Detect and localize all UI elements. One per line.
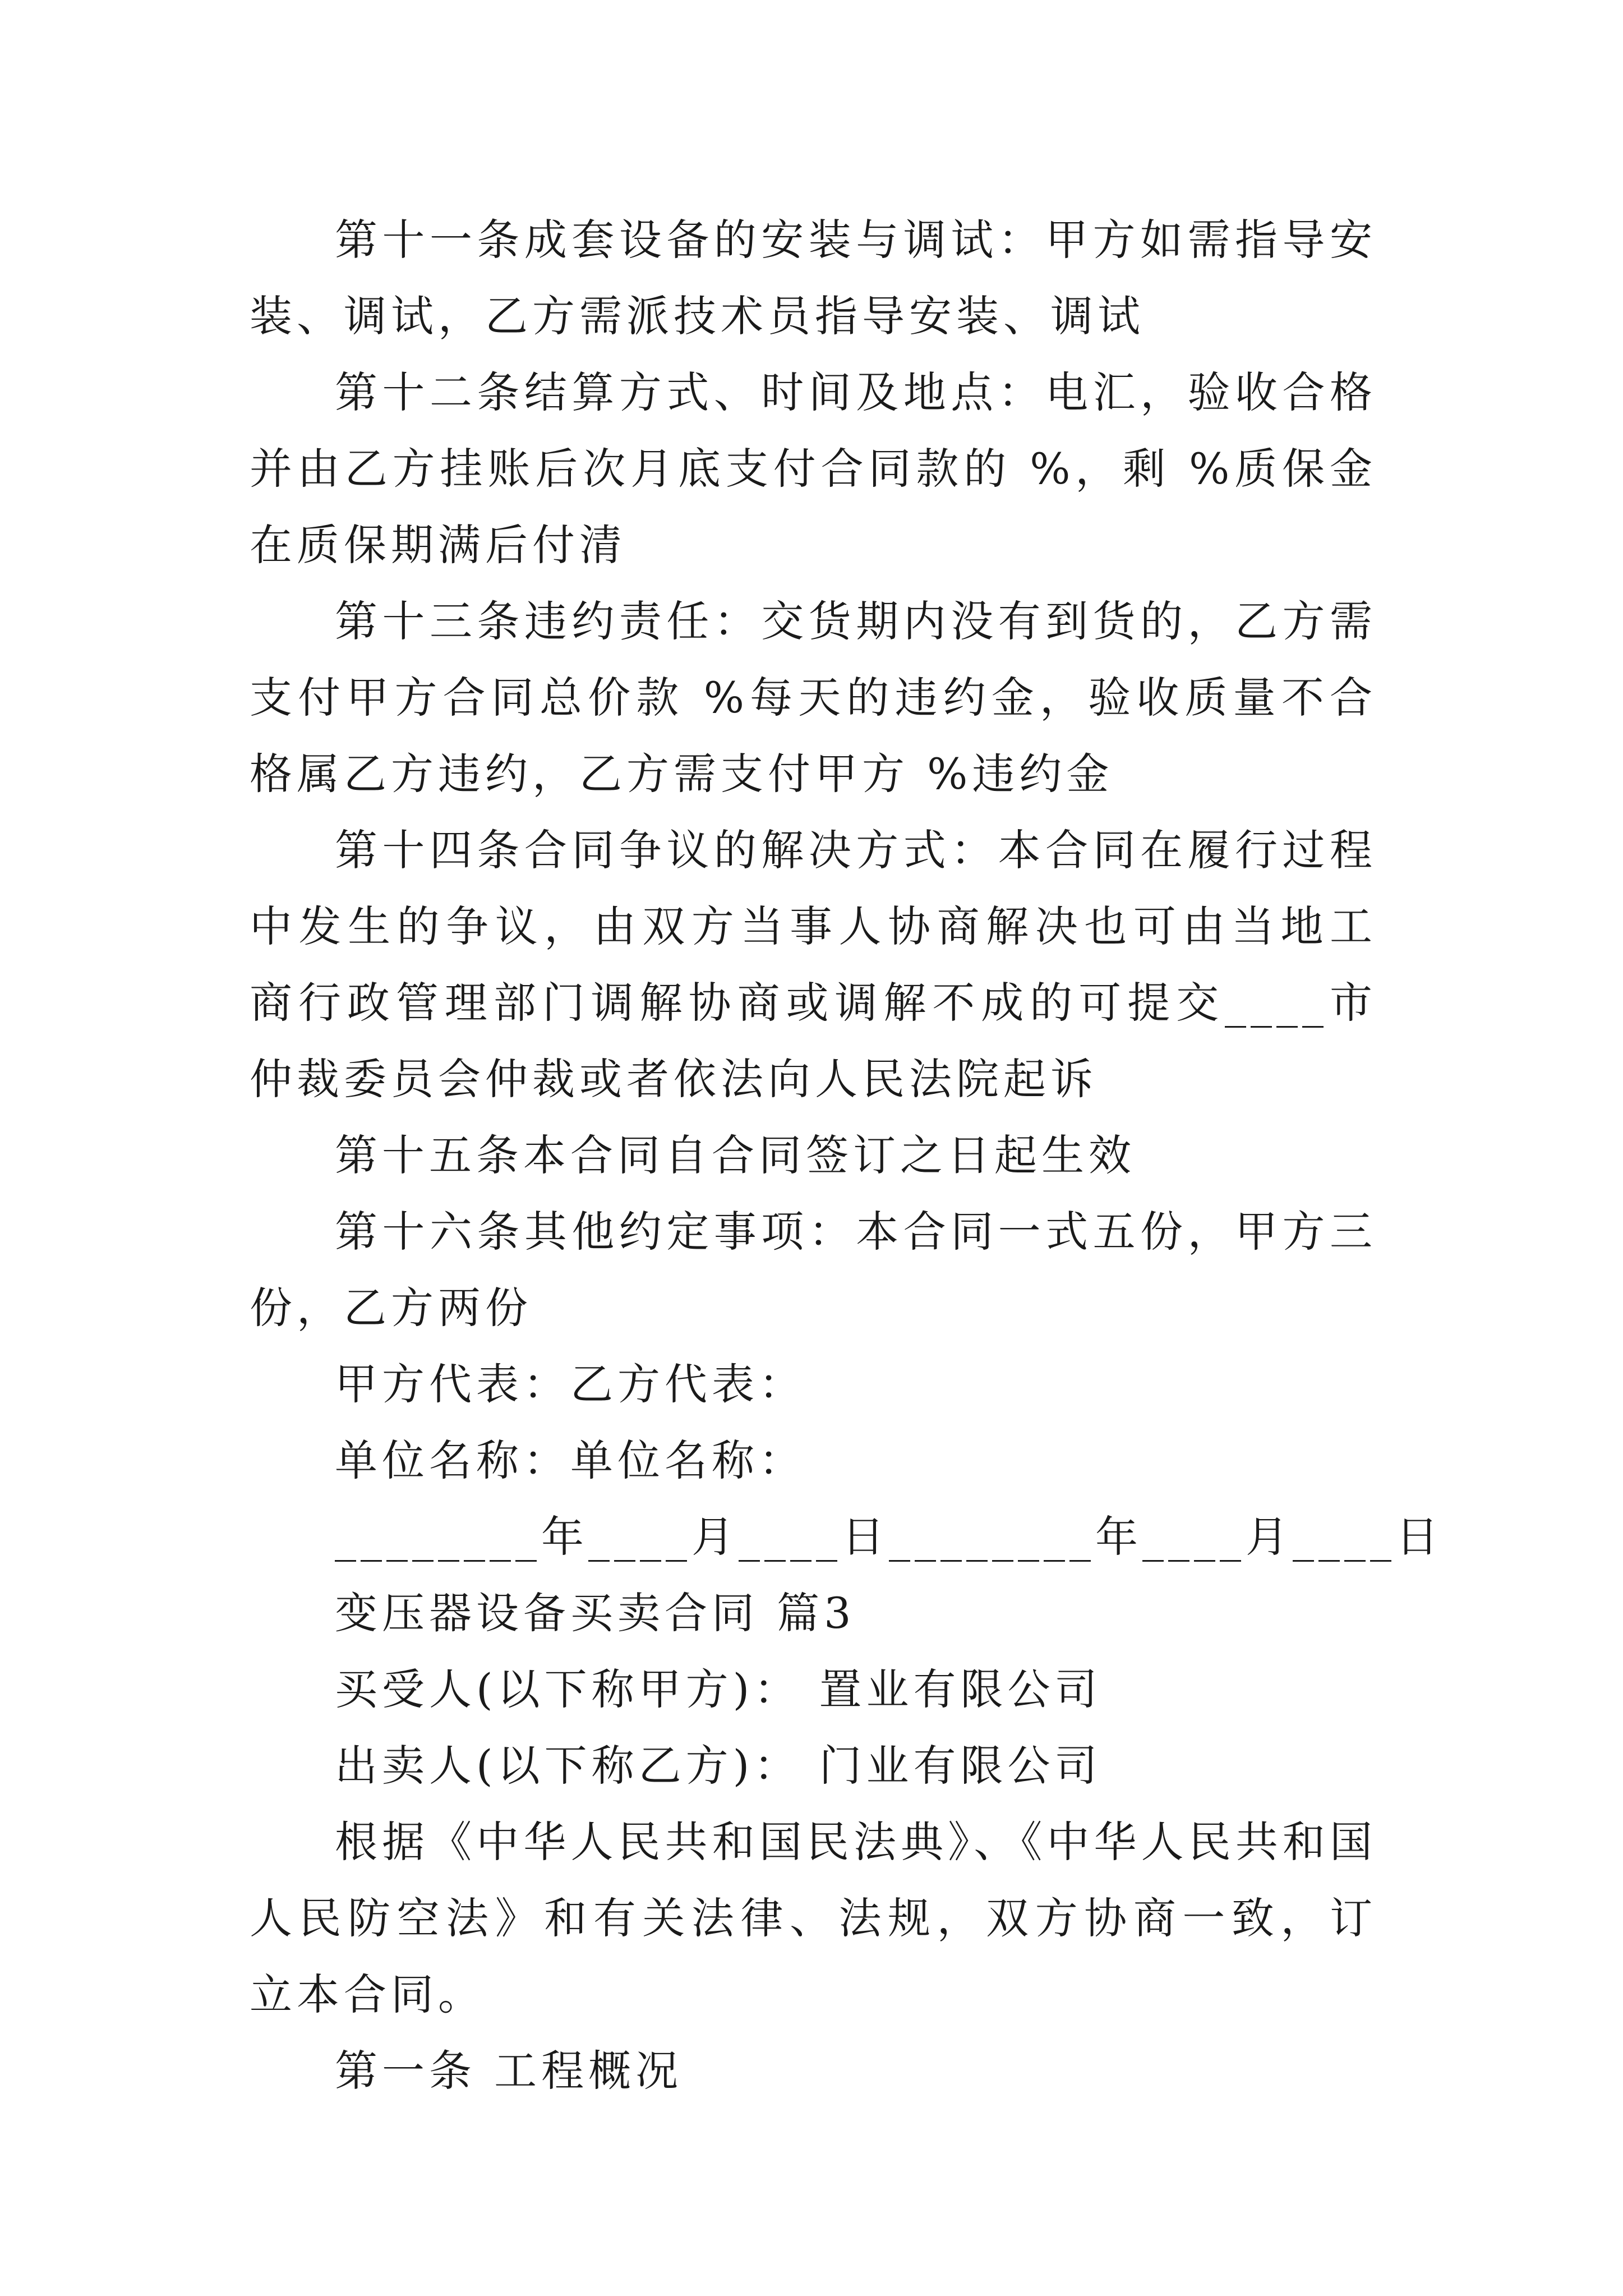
article-16-paragraph: 第十六条其他约定事项：本合同一式五份，甲方三份，乙方两份	[250, 1207, 1377, 1333]
legal-basis-paragraph: 根据《中华人民共和国民法典》、《中华人民共和国人民防空法》和有关法律、法规，双方协商一致，订立本合同。	[250, 1817, 1377, 2019]
article-12-paragraph: 第十二条结算方式、时间及地点：电汇，验收合格并由乙方挂账后次月底支付合同款的 %，剩 %质保金在质保期满后付清	[250, 367, 1377, 570]
signature-dates: ________年____月____日________年____月____日	[335, 1512, 1443, 1562]
article-1-heading: 第一条 工程概况	[335, 2046, 683, 2096]
article-13-paragraph: 第十三条违约责任：交货期内没有到货的，乙方需支付甲方合同总价款 %每天的违约金，验收质量不合格属乙方违约，乙方需支付甲方 %违约金	[250, 596, 1377, 799]
section-heading: 变压器设备买卖合同 篇3	[335, 1588, 856, 1638]
article-14-paragraph: 第十四条合同争议的解决方式：本合同在履行过程中发生的争议，由双方当事人协商解决也可由当地工商行政管理部门调解协商或调解不成的可提交____市仲裁委员会仲裁或者依法向人民法院起诉	[250, 825, 1377, 1104]
signature-unit-names: 单位名称：单位名称：	[335, 1435, 806, 1485]
article-11-paragraph: 第十一条成套设备的安装与调试：甲方如需指导安装、调试，乙方需派技术员指导安装、调试	[250, 215, 1377, 341]
seller-line: 出卖人(以下称乙方)： 门业有限公司	[335, 1741, 1102, 1791]
buyer-line: 买受人(以下称甲方)： 置业有限公司	[335, 1664, 1102, 1714]
article-15-paragraph: 第十五条本合同自合同签订之日起生效	[335, 1130, 1136, 1180]
signature-representatives: 甲方代表：乙方代表：	[335, 1359, 806, 1409]
document-body	[250, 202, 1443, 2109]
